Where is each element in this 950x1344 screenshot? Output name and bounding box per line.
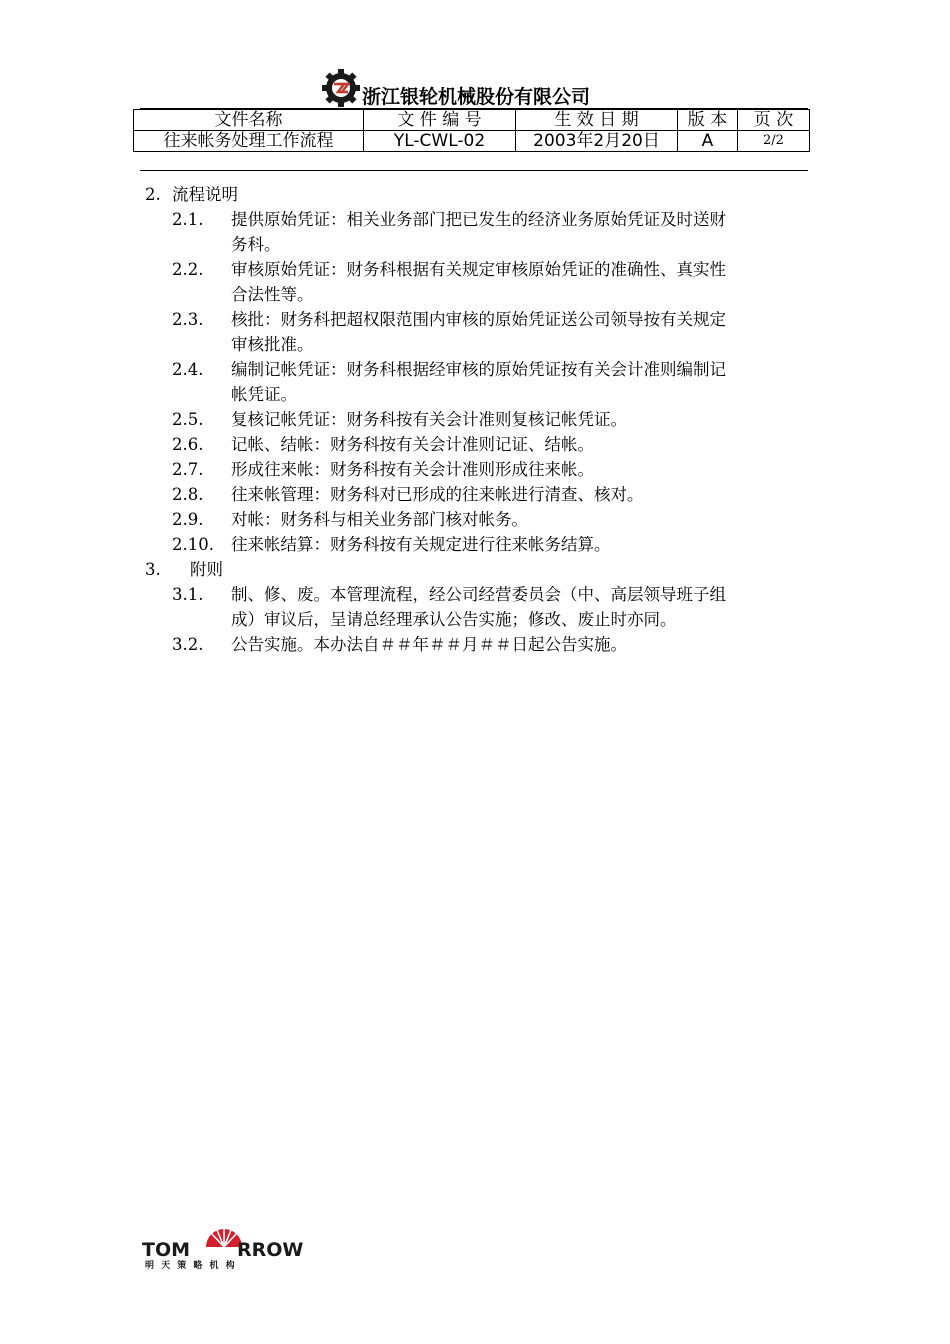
value-cell-code: YL-CWL-02	[364, 131, 516, 152]
item-number: 2.2.	[172, 260, 204, 279]
header-cell-code: 文 件 编 号	[364, 110, 516, 131]
item-text: 复核记帐凭证：财务科按有关会计准则复核记帐凭证。	[231, 410, 627, 429]
logo-text-right: RROW	[237, 1239, 304, 1261]
header-cell-version: 版 本	[678, 110, 738, 131]
item-number: 2.3.	[172, 310, 204, 329]
table-header-row	[134, 110, 810, 131]
item-text: 往来帐管理：财务科对已形成的往来帐进行清查、核对。	[231, 485, 644, 504]
item-number: 3.2.	[172, 635, 204, 654]
item-text: 制、修、废。本管理流程，经公司经营委员会（中、高层领导班子组	[231, 585, 726, 604]
item-text-continued: 合法性等。	[231, 285, 314, 304]
header-rule-bottom	[140, 170, 808, 171]
item-text: 公告实施。本办法自＃＃年＃＃月＃＃日起公告实施。	[231, 635, 627, 654]
company-logo-icon	[322, 69, 360, 107]
table-value-row	[134, 131, 810, 152]
item-text: 形成往来帐：财务科按有关会计准则形成往来帐。	[231, 460, 594, 479]
item-text-continued: 成）审议后，呈请总经理承认公告实施；修改、废止时亦同。	[231, 610, 677, 629]
company-name: 浙江银轮机械股份有限公司	[362, 85, 591, 108]
value-cell-version: A	[678, 131, 738, 152]
logo-subtitle: 明 天 策 略 机 构	[145, 1261, 237, 1269]
section-title: 流程说明	[172, 185, 238, 204]
tomorrow-logo-icon	[142, 1213, 304, 1269]
header-cell-page: 页 次	[738, 110, 810, 131]
item-text: 编制记帐凭证：财务科根据经审核的原始凭证按有关会计准则编制记	[231, 360, 726, 379]
item-text-continued: 务科。	[231, 235, 281, 254]
value-cell-page: 2/2	[738, 131, 810, 152]
item-text: 提供原始凭证：相关业务部门把已发生的经济业务原始凭证及时送财	[231, 210, 726, 229]
company-header	[322, 68, 590, 108]
item-text-continued: 帐凭证。	[231, 385, 297, 404]
value-cell-date: 2003年2月20日	[516, 131, 678, 152]
item-number: 2.10.	[172, 535, 214, 554]
item-number: 2.1.	[172, 210, 204, 229]
logo-text-left: TOM	[142, 1239, 191, 1261]
item-text: 记帐、结帐：财务科按有关会计准则记证、结帐。	[231, 435, 594, 454]
item-text: 对帐：财务科与相关业务部门核对帐务。	[231, 510, 528, 529]
item-number: 2.7.	[172, 460, 204, 479]
header-cell-name: 文件名称	[134, 110, 364, 131]
section-number: 2.	[145, 185, 161, 204]
section-number: 3.	[145, 560, 161, 579]
item-number: 2.5.	[172, 410, 204, 429]
item-text: 审核原始凭证：财务科根据有关规定审核原始凭证的准确性、真实性	[231, 260, 726, 279]
section-title: 附则	[190, 560, 223, 579]
item-number: 2.9.	[172, 510, 204, 529]
item-text: 往来帐结算：财务科按有关规定进行往来帐务结算。	[231, 535, 611, 554]
value-cell-name: 往来帐务处理工作流程	[134, 131, 364, 152]
item-text-continued: 审核批准。	[231, 335, 314, 354]
item-number: 2.6.	[172, 435, 204, 454]
item-number: 3.1.	[172, 585, 204, 604]
header-cell-date: 生 效 日 期	[516, 110, 678, 131]
item-number: 2.8.	[172, 485, 204, 504]
item-number: 2.4.	[172, 360, 204, 379]
item-text: 核批：财务科把超权限范围内审核的原始凭证送公司领导按有关规定	[231, 310, 726, 329]
document-info-table	[133, 109, 810, 152]
